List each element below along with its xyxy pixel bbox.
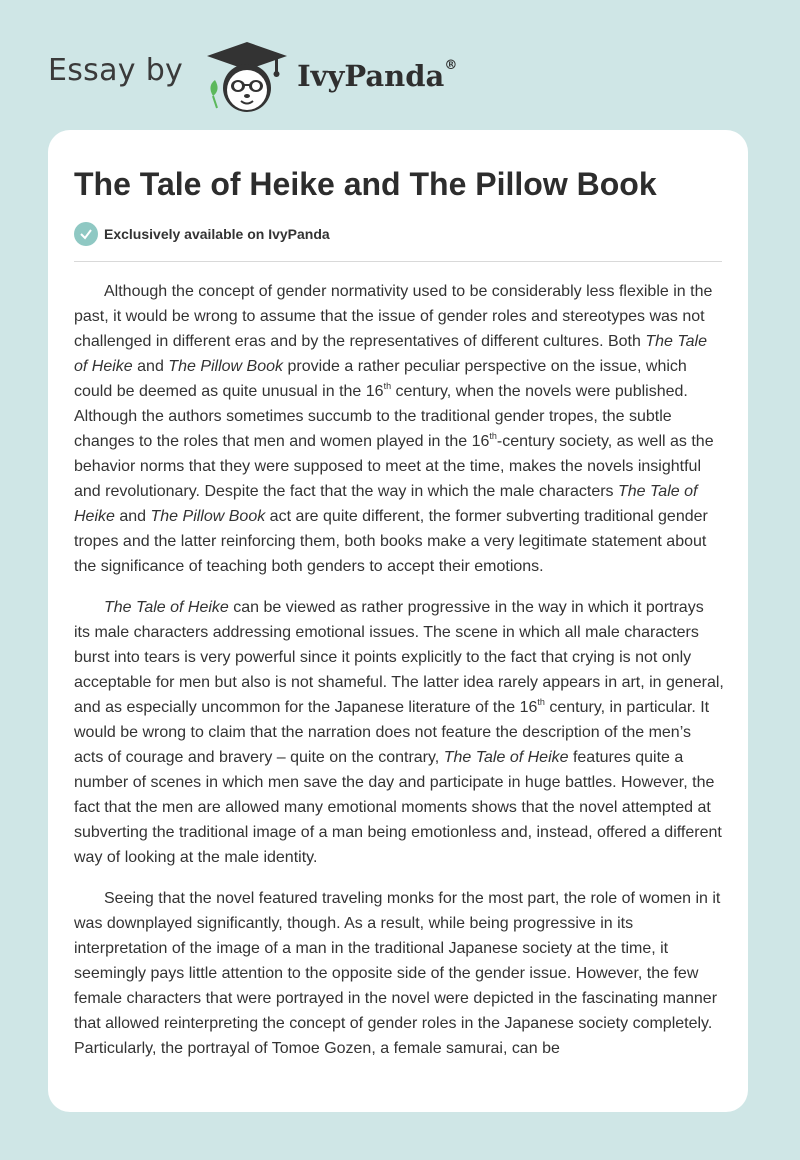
site-header xyxy=(48,34,457,114)
book-title-italic: The Tale of Heike xyxy=(74,333,707,375)
essay-by-label: Essay by xyxy=(48,52,184,88)
panda-graduate-icon[interactable] xyxy=(201,38,293,118)
ordinal-suffix: th xyxy=(489,430,497,441)
book-title-italic: The Tale of Heike xyxy=(104,599,229,616)
text-run: can be viewed as rather progressive in the way in which it portrays its male characters addressing emotional issues. The scene in which all male characters burst into tears is very powerful since it points explicitly to the fact that crying is not only acceptable for men but also is not shameful. The latter idea rarely appears in art, in general, and as especially uncommon for the Japanese literature of the 16 xyxy=(74,599,724,716)
check-icon xyxy=(74,222,98,246)
text-run: features quite a number of scenes in which men save the day and participate in huge battles. However, the fact that the men are allowed many emotional moments shows that the novel attempted at subverting the traditional image of a man being emotionless and, instead, offered a different way of looking at the male identity. xyxy=(74,749,722,866)
essay-body xyxy=(74,279,724,1077)
book-title-italic: The Tale of Heike xyxy=(74,483,698,525)
exclusive-badge xyxy=(74,222,330,246)
page-title: The Tale of Heike and The Pillow Book xyxy=(74,166,657,202)
text-run: Although the concept of gender normativity used to be considerably less flexible in the past, it would be wrong to assume that the issue of gender roles and stereotypes was not challenged in different eras and by the representatives of different cultures. Both xyxy=(74,283,713,350)
brand-name[interactable]: IvyPanda® xyxy=(297,58,458,93)
ordinal-suffix: th xyxy=(537,696,545,707)
badge-label: Exclusively available on IvyPanda xyxy=(104,226,330,242)
essay-paragraph xyxy=(74,595,724,870)
essay-paragraph xyxy=(74,886,724,1061)
divider xyxy=(74,261,722,262)
text-run: century, in particular. It would be wrong to claim that the narration does not feature the description of the men’s acts of courage and bravery – quite on the contrary, xyxy=(74,699,710,766)
text-run: -century society, as well as the behavior norms that they were supposed to meet at the time, makes the novels insightful and revolutionary. Despite the fact that the way in which the male characters xyxy=(74,433,714,500)
ordinal-suffix: th xyxy=(383,380,392,391)
registered-mark: ® xyxy=(444,58,458,74)
text-run: century, when the novels were published. Although the authors sometimes succumb to the traditional gender tropes, the subtle changes to the roles that men and women played in the 16 xyxy=(74,383,688,450)
text-run: act are quite different, the former subverting traditional gender tropes and the latter reinforcing them, both books make a very legitimate statement about the significance of teaching both genders to accept their emotions. xyxy=(74,508,708,575)
text-run: and xyxy=(132,358,169,375)
essay-paragraph xyxy=(74,279,724,579)
text-run: Seeing that the novel featured traveling monks for the most part, the role of women in it was downplayed significantly, though. As a result, while being progressive in its interpretation of the image of a man in the traditional Japanese society at the time, it seemingly pays little attention to the opposite side of the gender issue. However, the few female characters that were portrayed in the novel were depicted in the fascinating manner that allowed reinterpreting the concept of gender roles in the Japanese society completely. Particularly, the portrayal of Tomoe Gozen, a female samurai, can be xyxy=(74,890,721,1057)
essay-card xyxy=(48,130,748,1112)
book-title-italic: The Tale of Heike xyxy=(443,749,569,766)
book-title-italic: The Pillow Book xyxy=(150,508,266,525)
text-run: provide a rather peculiar perspective on the issue, which could be deemed as quite unusual in the 16 xyxy=(74,358,687,400)
text-run: and xyxy=(114,508,151,525)
book-title-italic: The Pillow Book xyxy=(168,358,284,375)
